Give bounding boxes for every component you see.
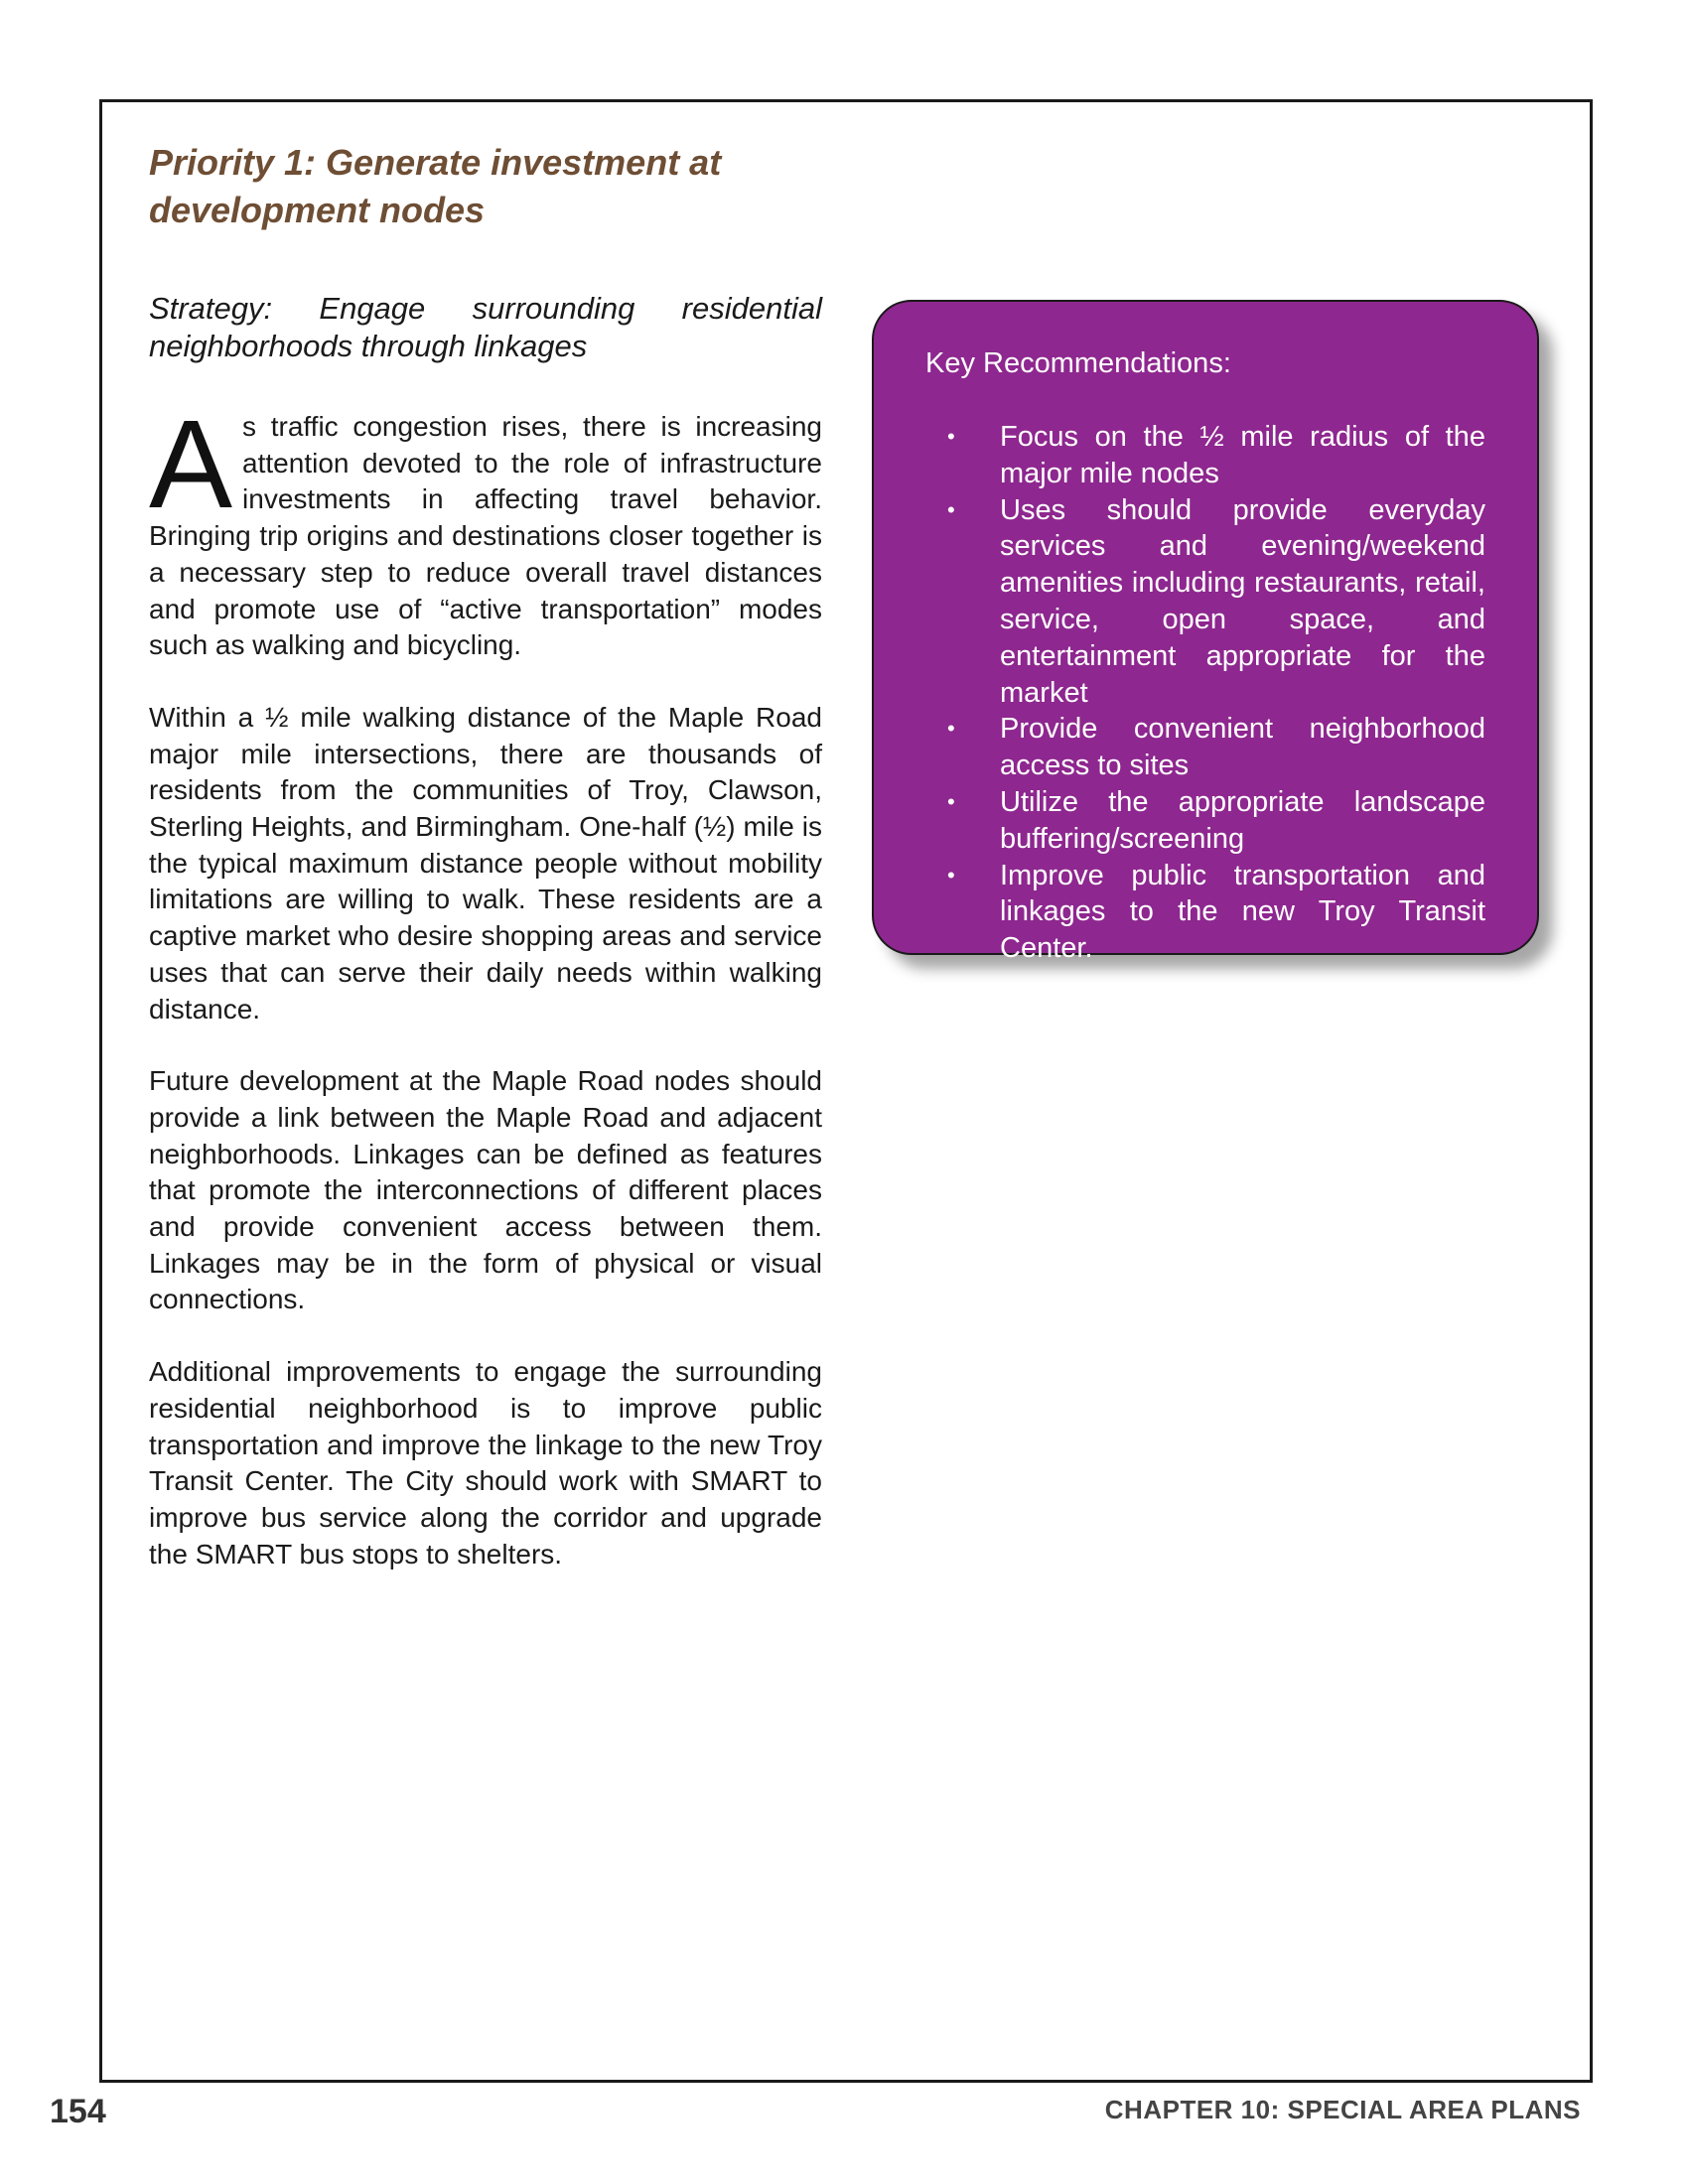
recommendation-text: Improve public transportation and linkages to the new Troy Transit Center. — [1000, 859, 1485, 965]
drop-cap: A — [149, 394, 233, 534]
bullet-icon: • — [947, 496, 955, 522]
body-column — [149, 394, 822, 1608]
bullet-icon: • — [947, 788, 955, 814]
recommendation-text: Provide convenient neighborhood access to sites — [1000, 713, 1485, 782]
priority-heading: Priority 1: Generate investment at development nodes — [149, 142, 722, 230]
key-recommendations-title: Key Recommendations: — [925, 347, 1231, 379]
paragraph-traffic — [149, 394, 822, 664]
paragraph-improvements: Additional improvements to engage the surrounding residential neighborhood is to improve public transportation and improve the linkage to the new Troy Transit Center. The City should work with SMART to improve bus service along the corridor and upgrade the SMART bus stops to shelters. — [149, 1356, 822, 1570]
recommendation-item — [925, 419, 1485, 492]
recommendations-list — [925, 419, 1485, 967]
recommendation-item — [925, 711, 1485, 784]
recommendation-text: Utilize the appropriate landscape buffering/screening — [1000, 785, 1485, 855]
strategy-subheading: Strategy: Engage surrounding residential neighborhoods through linkages — [149, 291, 822, 363]
paragraph-walking-distance: Within a ½ mile walking distance of the Maple Road major mile intersections, there are thousands of residents from the communities of Troy, Clawson, Sterling Heights, and Birmingham. One-half (½) mile is the typical maximum distance people without mobility limitations are willing to walk. These residents are a captive market who desire shopping areas and service uses that can serve their daily needs within walking distance. — [149, 701, 822, 1024]
bullet-icon: • — [947, 862, 955, 887]
page-number: 154 — [50, 2093, 106, 2130]
bullet-icon: • — [947, 424, 955, 449]
paragraph-linkages: Future development at the Maple Road nodes should provide a link between the Maple Road and adjacent neighborhoods. Linkages can be defined as features that promote the interconnections of different places and provide convenient access between them. Linkages may be in the form of physical or visual connections. — [149, 1065, 822, 1315]
paragraph-traffic-text: s traffic congestion rises, there is increasing attention devoted to the role of infrastructure investments in affecting travel behavior. Bringing trip origins and destinations closer together is a necessary step to reduce overall travel distances and promote use of “active transportation” modes such as walking and bicycling. — [149, 411, 822, 661]
chapter-footer: CHAPTER 10: SPECIAL AREA PLANS — [1104, 2095, 1581, 2124]
recommendation-item — [925, 858, 1485, 967]
recommendation-item — [925, 784, 1485, 858]
recommendation-text: Focus on the ½ mile radius of the major mile nodes — [1000, 421, 1485, 489]
key-recommendations-box — [872, 300, 1539, 965]
recommendation-text: Uses should provide everyday services and evening/weekend amenities including restaurants, retail, service, open space, and entertainment appropriate for the market — [1000, 493, 1485, 709]
recommendation-item — [925, 492, 1485, 712]
bullet-icon: • — [947, 716, 955, 742]
